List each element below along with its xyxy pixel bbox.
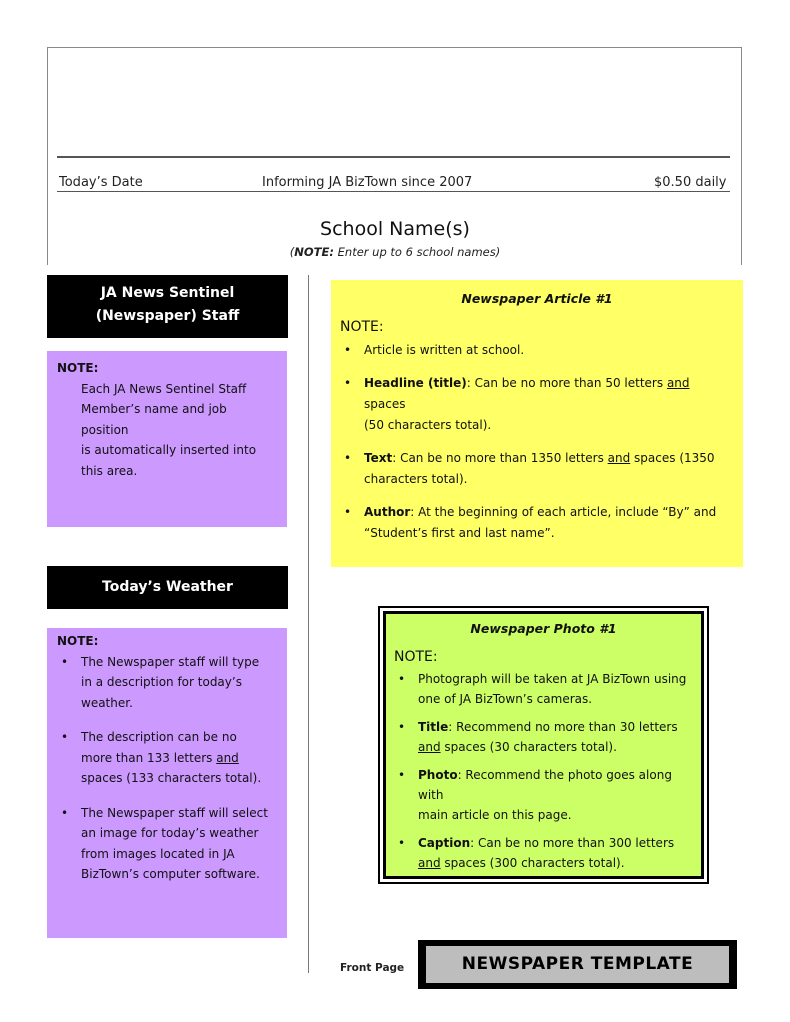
text-span: : Can be no more than 300 letters — [470, 836, 675, 850]
photo-note-label: NOTE: — [394, 649, 438, 665]
bullet-icon: • — [398, 836, 406, 850]
column-divider — [308, 275, 309, 973]
school-note-prefix: NOTE: — [294, 245, 334, 259]
underlined-and: and — [418, 740, 441, 754]
text-line — [418, 833, 693, 853]
photo-title: Newspaper Photo #1 — [470, 621, 617, 636]
list-item — [340, 502, 734, 544]
staff-note-box — [47, 351, 287, 527]
staff-header-line1: JA News Sentinel — [100, 285, 235, 301]
staff-note-line: this area. — [81, 463, 138, 478]
text-span: : Can be no more than 1350 letters — [392, 451, 608, 465]
staff-note-line: Each JA News Sentinel Staff — [81, 381, 247, 396]
text-line: BizTown’s computer software. — [81, 867, 260, 881]
list-item — [57, 727, 277, 789]
bullet-icon: • — [61, 805, 69, 820]
text-line — [364, 502, 734, 523]
bold-term: Text — [364, 451, 393, 465]
text-line: in a description for today’s — [81, 675, 242, 689]
bullet-icon: • — [344, 505, 352, 519]
bold-term: Author — [364, 505, 411, 519]
staff-header-line2: (Newspaper) Staff — [95, 308, 240, 324]
text-span: spaces (1350 — [630, 451, 715, 465]
text-span: : Recommend the photo goes along with — [418, 768, 672, 802]
photo-note-list — [394, 669, 693, 873]
text-line: Article is written at school. — [364, 343, 525, 357]
list-item — [394, 833, 693, 873]
text-span: : Can be no more than 50 letters — [466, 376, 667, 390]
weather-header: Today’s Weather — [47, 566, 288, 609]
masthead-rule-bottom — [57, 191, 730, 192]
text-line: The Newspaper staff will select — [81, 805, 268, 820]
underlined-and: and — [418, 856, 441, 870]
weather-note-list — [57, 652, 277, 885]
bold-term: Caption — [418, 836, 471, 850]
text-line: characters total). — [364, 472, 468, 486]
text-line: main article on this page. — [418, 808, 572, 822]
weather-note-box — [47, 628, 287, 938]
text-span: spaces (30 characters total). — [440, 740, 617, 754]
text-span: spaces — [364, 397, 406, 411]
text-line: “Student’s first and last name”. — [364, 526, 555, 540]
staff-note-line: Member’s name and job position — [81, 402, 227, 437]
bold-term: Title — [418, 720, 449, 734]
bullet-icon: • — [61, 654, 69, 669]
masthead-tagline: Informing JA BizTown since 2007 — [262, 175, 473, 190]
list-item — [57, 803, 277, 885]
text-line — [81, 748, 277, 769]
masthead-rule — [57, 156, 730, 158]
text-span: more than 133 letters — [81, 750, 217, 765]
list-item — [340, 373, 734, 436]
staff-note-line: is automatically inserted into — [81, 443, 257, 457]
text-span: : Recommend no more than 30 letters — [448, 720, 678, 734]
text-line: weather. — [81, 695, 133, 710]
text-span: spaces (300 characters total). — [440, 856, 625, 870]
staff-note-label: NOTE: — [57, 361, 99, 375]
text-line: The Newspaper staff will type — [81, 654, 260, 669]
article-note-label: NOTE: — [340, 319, 384, 335]
text-span: : At the beginning of each article, include “By” and — [410, 505, 717, 519]
text-line: (50 characters total). — [364, 418, 492, 432]
bold-term: Headline (title) — [364, 376, 467, 390]
school-name: School Name(s) — [320, 218, 470, 240]
underlined-and: and — [666, 376, 690, 390]
text-line — [418, 737, 693, 757]
text-line: spaces (133 characters total). — [81, 771, 262, 785]
text-line: one of JA BizTown’s cameras. — [418, 692, 593, 706]
front-page-label: Front Page — [340, 962, 405, 974]
todays-date: Today’s Date — [59, 175, 143, 190]
bullet-icon: • — [398, 720, 406, 734]
weather-note-label: NOTE: — [57, 634, 99, 648]
bullet-icon: • — [344, 451, 352, 465]
bullet-icon: • — [398, 672, 406, 686]
text-line — [364, 373, 734, 415]
template-banner: NEWSPAPER TEMPLATE — [426, 946, 729, 983]
list-item — [57, 652, 277, 714]
photo-box — [383, 611, 704, 879]
school-note: (NOTE: Enter up to 6 school names) — [289, 245, 501, 259]
bullet-icon: • — [61, 730, 69, 744]
list-item — [340, 340, 734, 361]
list-item — [394, 765, 693, 825]
bullet-icon: • — [398, 768, 406, 782]
staff-note-text — [57, 379, 277, 482]
text-line: The description can be no — [81, 730, 237, 744]
masthead-price: $0.50 daily — [654, 175, 727, 190]
bullet-icon: • — [344, 376, 352, 390]
text-line: from images located in JA — [81, 846, 235, 861]
text-line — [418, 717, 693, 737]
article-note-list — [340, 340, 734, 544]
text-line — [418, 765, 693, 805]
bullet-icon: • — [344, 343, 352, 357]
text-line: an image for today’s weather — [81, 826, 259, 840]
text-line — [418, 853, 693, 873]
article-title: Newspaper Article #1 — [461, 291, 613, 306]
text-line: Photograph will be taken at JA BizTown using — [418, 672, 687, 686]
text-line — [364, 448, 734, 469]
list-item — [394, 717, 693, 757]
staff-header — [47, 275, 288, 338]
school-note-text: Enter up to 6 school names — [333, 245, 496, 259]
list-item — [340, 448, 734, 490]
underlined-and: and — [216, 750, 239, 765]
list-item — [394, 669, 693, 709]
underlined-and: and — [607, 451, 631, 465]
bold-term: Photo — [418, 768, 458, 782]
article-box — [331, 280, 743, 567]
